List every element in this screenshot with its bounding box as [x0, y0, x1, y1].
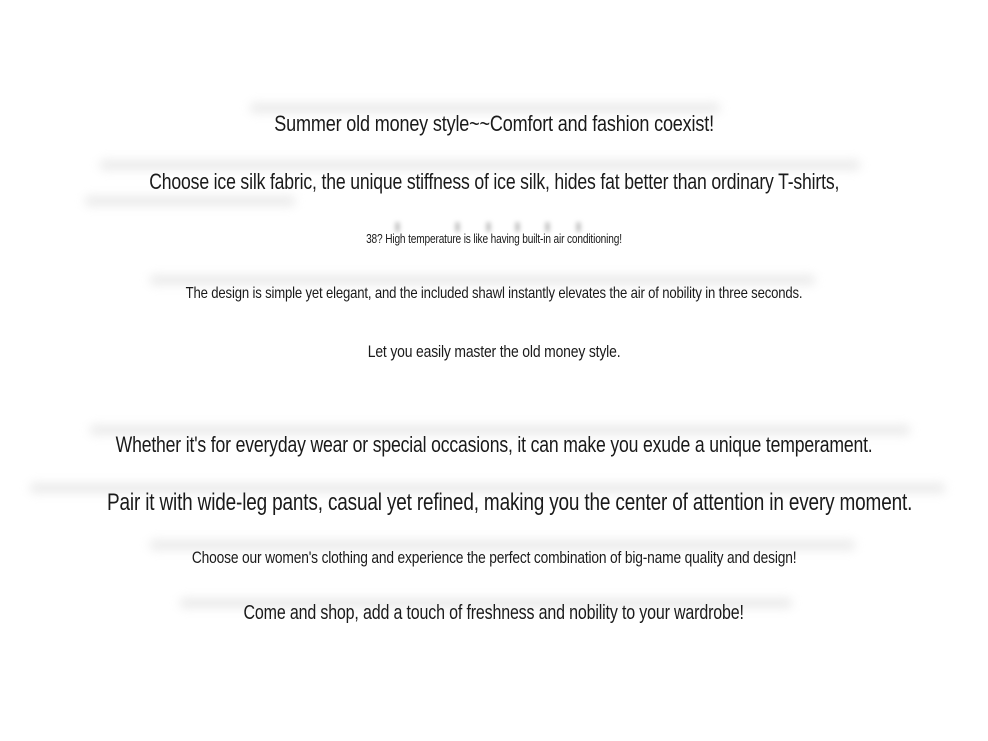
copy-line-master [0, 342, 988, 362]
copy-line-quality-text: Choose our women's clothing and experience the perfect combination of big-name quality and design! [191, 548, 797, 567]
copy-line-quality [0, 548, 988, 568]
copy-line-temperature-text: 38? High temperature is like having built-in air conditioning! [366, 231, 622, 246]
copy-line-occasions [0, 432, 988, 458]
copy-line-design-text: The design is simple yet elegant, and the included shawl instantly elevates the air of nobility in three seconds. [185, 285, 803, 302]
copy-line-pants-text: Pair it with wide-leg pants, casual yet refined, making you the center of attention in every moment. [107, 489, 913, 516]
copy-line-pants [0, 489, 988, 517]
ghost-stroke [150, 275, 815, 285]
headline [0, 111, 988, 137]
copy-line-fabric-text: Choose ice silk fabric, the unique stiffness of ice silk, hides fat better than ordinary T-shirts, [149, 169, 839, 194]
headline-text: Summer old money style~~Comfort and fashion coexist! [274, 111, 714, 136]
copy-line-shop-text: Come and shop, add a touch of freshness and nobility to your wardrobe! [243, 602, 745, 624]
copy-line-design [0, 285, 988, 303]
copy-line-fabric [0, 169, 988, 195]
copy-line-shop [0, 602, 988, 625]
copy-line-temperature [0, 231, 988, 246]
copy-line-master-text: Let you easily master the old money style. [367, 342, 621, 361]
copy-line-occasions-text: Whether it's for everyday wear or special occasions, it can make you exude a unique temperament. [115, 432, 873, 457]
ghost-stroke [85, 196, 295, 206]
